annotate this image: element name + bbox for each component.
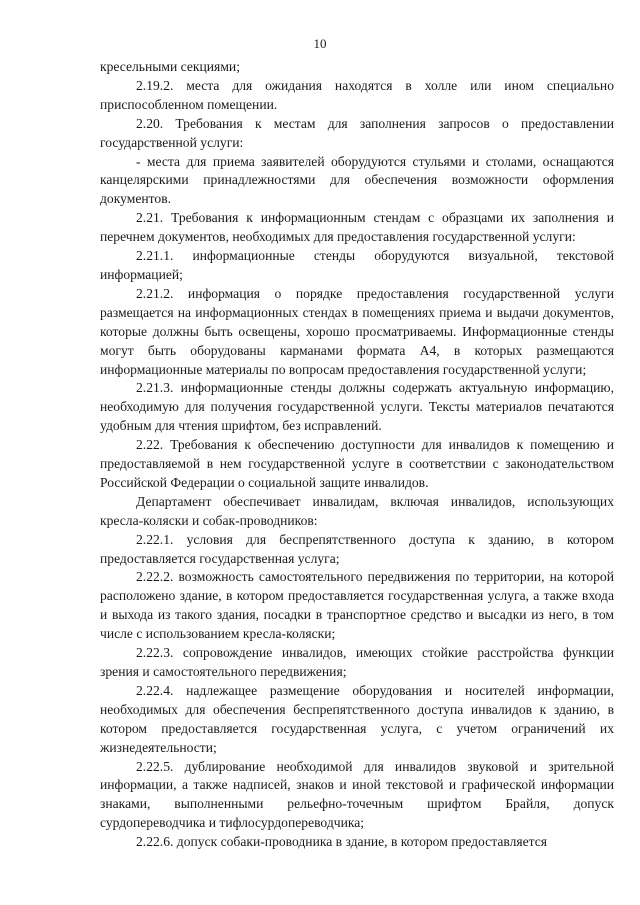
paragraph: 2.22.2. возможность самостоятельного передвижения по территории, на которой расположено здание, в котором предоставляется государственная услуга, а также входа и выхода из такого здания, посадки в транспортное средство и высадки из него, в том числе с использованием кресла-коляски; [100,569,614,642]
paragraph: 2.22.5. дублирование необходимой для инвалидов звуковой и зрительной информации, а также надписей, знаков и иной текстовой и графической информации знаками, выполненными рельефно-точечным шрифтом Брайля, допуск сурдопереводчика и тифлосурдопереводчика; [100,758,614,831]
paragraph: 2.22.6. допуск собаки-проводника в здание, в котором предоставляется [136,834,548,850]
paragraph: 2.21. Требования к информационным стендам с образцами их заполнения и перечнем документов, необходимых для предоставления государственной услуги: [100,210,614,245]
paragraph: кресельными секциями; [100,59,240,74]
paragraph: - места для приема заявителей оборудуются стульями и столами, оснащаются канцелярскими принадлежностями для обеспечения возможности оформления документов. [100,153,614,207]
paragraph: 2.21.1. информационные стенды оборудуются визуальной, текстовой информацией; [100,248,614,282]
paragraph: 2.22.3. сопровождение инвалидов, имеющих стойкие расстройства функции зрения и самостоятельного передвижения; [100,645,614,679]
paragraph: 2.21.2. информация о порядке предоставления государственной услуги размещается на информационных стендах в помещениях приема и выдачи документов, которые должны быть освещены, хорошо просматриваемы. Информационные стенды могут быть оборудованы карманами формата А4, в которых размещаются информационные материалы по вопросам предоставления государственной услуги; [100,285,614,377]
paragraph: 2.22. Требования к обеспечению доступности для инвалидов к помещению и предоставляемой в нем государственной услуге в соответствии с законодательством Российской Федерации о социальной защите инвалидов. [100,437,614,490]
paragraph: 2.21.3. информационные стенды должны содержать актуальную информацию, необходимую для получения государственной услуги. Тексты материалов печатаются удобным для чтения шрифтом, без исправлений. [100,380,614,434]
paragraph: 2.20. Требования к местам для заполнения запросов о предоставлении государственной услуги: [100,115,614,150]
paragraph: Департамент обеспечивает инвалидам, включая инвалидов, использующих кресла-коляски и собак-проводников: [100,493,614,528]
paragraph: 2.22.4. надлежащее размещение оборудования и носителей информации, необходимых для обеспечения беспрепятственного доступа инвалидов к зданию, в котором предоставляется государственная услуга, с учетом ограничений их жизнедеятельности; [100,682,614,755]
paragraph: 2.19.2. места для ожидания находятся в холле или ином специально приспособленном помещении. [100,77,614,112]
document-body [100,58,614,852]
paragraph: 2.22.1. условия для беспрепятственного доступа к зданию, в котором предоставляется государственная услуга; [100,531,614,566]
page-number: 10 [313,36,327,51]
